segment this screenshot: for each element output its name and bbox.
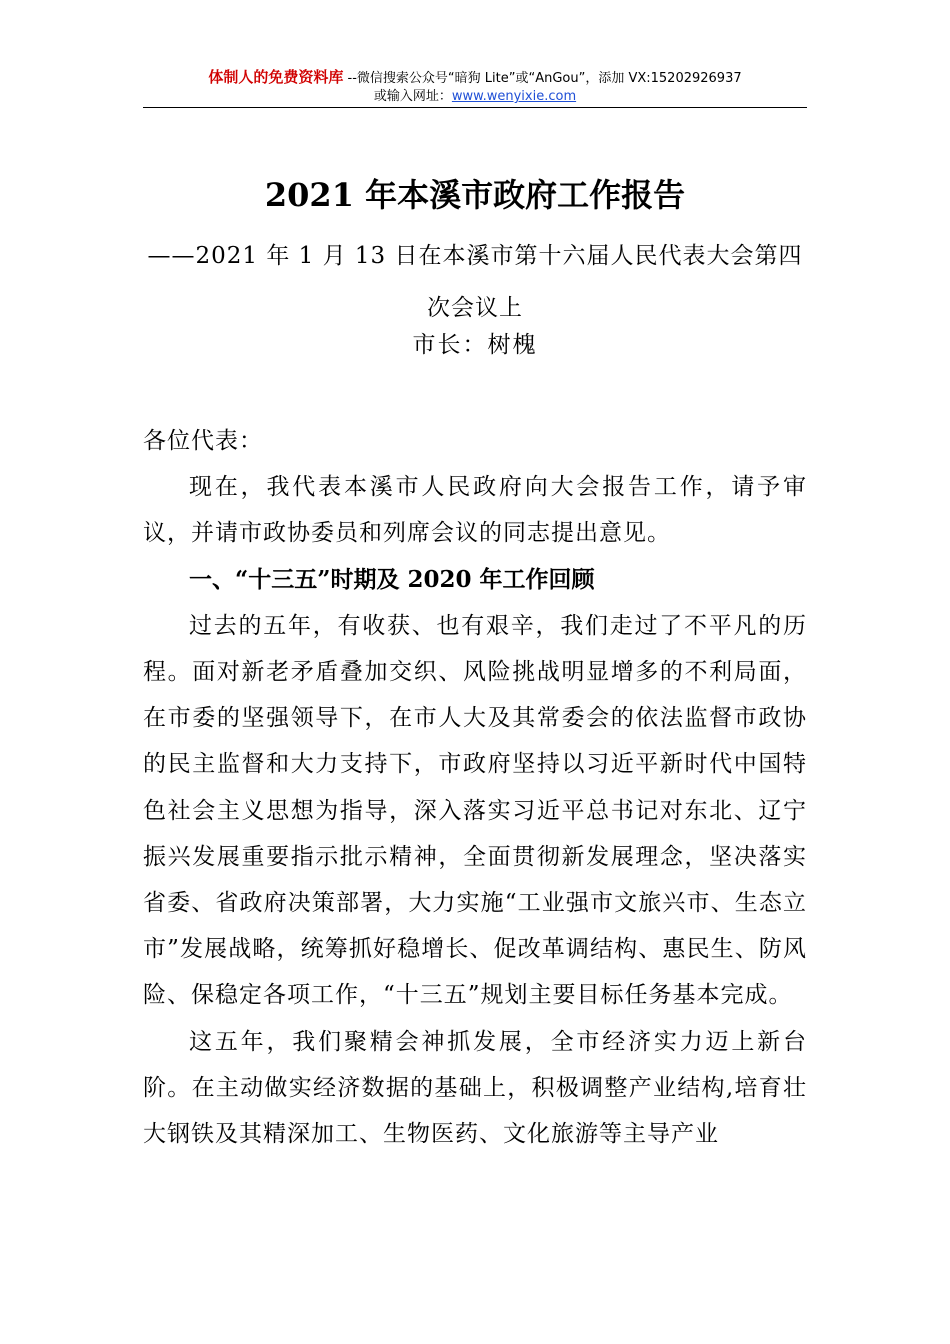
paragraph: 这五年，我们聚精会神抓发展，全市经济实力迈上新台阶。在主动做实经济数据的基础上，积极调整产业结构,培育壮大钢铁及其精深加工、生物医药、文化旅游等主导产业 — [143, 1028, 807, 1148]
header-brand: 体制人的免费资料库 — [208, 68, 344, 86]
header-url-prefix: 或输入网址： — [373, 89, 452, 104]
header-url-link[interactable]: www.wenyixie.com — [451, 89, 577, 104]
section-heading: 一、“十三五”时期及 2020 年工作回顾 — [189, 565, 595, 593]
document-author: 市长：树槐 — [412, 332, 538, 358]
header-divider — [143, 107, 807, 108]
header-line-1 — [143, 68, 807, 88]
paragraph: 过去的五年，有收获、也有艰辛，我们走过了不平凡的历程。面对新老矛盾叠加交织、风险挑战明显增多的不利局面，在市委的坚强领导下，在市人大及其常委会的依法监督市政协的民主监督和大力支持下，市政府坚持以习近平新时代中国特色社会主义思想为指导，深入落实习近平总书记对东北、辽宁振兴发展重要指示批示精神，全面贯彻新发展理念，坚决落实省委、省政府决策部署，大力实施“工业强市文旅兴市、生态立市”发展战略，统筹抓好稳增长、促改革调结构、惠民生、防风险、保稳定各项工作，“十三五”规划主要目标任务基本完成。 — [143, 612, 807, 1009]
document-title: 2021 年本溪市政府工作报告 — [264, 176, 686, 214]
paragraph: 现在，我代表本溪市人民政府向大会报告工作，请予审议，并请市政协委员和列席会议的同志提出意见。 — [143, 474, 807, 547]
document-subtitle: ——2021 年 1 月 13 日在本溪市第十六届人民代表大会第四次会议上 — [147, 243, 803, 321]
salutation: 各位代表： — [143, 428, 263, 454]
document-body — [143, 418, 807, 1157]
page-header — [143, 68, 807, 106]
header-promo: --微信搜索公众号“暗狗 Lite”或“AnGou”，添加 VX:15202926937 — [343, 71, 742, 86]
header-line-2 — [143, 88, 807, 106]
